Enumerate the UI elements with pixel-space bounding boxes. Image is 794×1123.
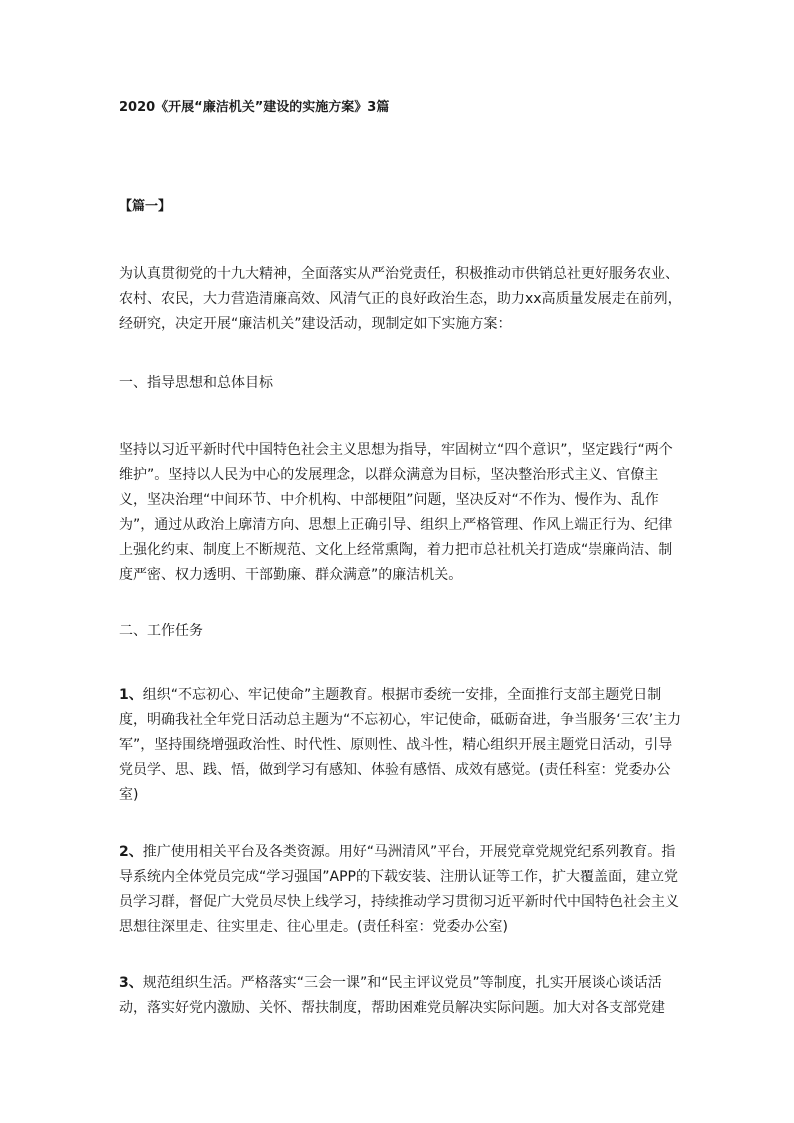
task-item-3 [119,971,685,1021]
task-item-3-text: 规范组织生活。严格落实“三会一课”和“民主评议党员”等制度，扎实开展谈心谈话活动，落实好党内激励、关怀、帮扶制度，帮助困难党员解决实际问题。加大对各支部党建 [119,975,665,1016]
task-item-2-number: 2、 [119,844,143,860]
task-item-1 [119,683,685,808]
paragraph-guiding-ideology: 坚持以习近平新时代中国特色社会主义思想为指导，牢固树立“四个意识”，坚定践行“两个维护”。坚持以人民为中心的发展理念，以群众满意为目标，坚决整治形式主义、官僚主义，坚决治理“中间环节、中介机构、中部梗阻”问题，坚决反对“不作为、慢作为、乱作为”，通过从政治上廓清方向、思想上正确引导、组织上严格管理、作风上端正行为、纪律上强化约束、制度上不断规范、文化上经常熏陶，着力把市总社机关打造成“崇廉尚洁、制度严密、权力透明、干部勤廉、群众满意”的廉洁机关。 [119,442,673,583]
section-mark: 【篇一】 [119,199,172,214]
task-item-2 [119,840,685,940]
intro-paragraph: 为认真贯彻党的十九大精神，全面落实从严治党责任，积极推动市供销总社更好服务农业、农村、农民，大力营造清廉高效、风清气正的良好政治生态，助力xx高质量发展走在前列，经研究，决定开展“廉洁机关”建设活动，现制定如下实施方案： [119,266,682,332]
task-item-2-text: 推广使用相关平台及各类资源。用好“马洲清风”平台，开展党章党规党纪系列教育。指导系统内全体党员完成“学习强国”APP的下载安装、注册认证等工作，扩大覆盖面，建立党员学习群，督促广大党员尽快上线学习，持续推动学习贯彻习近平新时代中国特色社会主义思想往深里走、往实里走、往心里走。(责任科室：党委办公室) [119,844,679,935]
document-title: 2020《开展“廉洁机关”建设的实施方案》3篇 [119,100,390,115]
task-item-1-text: 组织“不忘初心、牢记使命”主题教育。根据市委统一安排，全面推行支部主题党日制度，明确我社全年党日活动总主题为“不忘初心，牢记使命，砥砺奋进，争当服务‘三农’主力军”，坚持围绕增强政治性、时代性、原则性、战斗性，精心组织开展主题党日活动，引导党员学、思、践、悟，做到学习有感知、体验有感悟、成效有感觉。(责任科室：党委办公室) [119,687,682,803]
task-item-3-number: 3、 [119,975,143,991]
task-item-1-number: 1、 [119,687,143,703]
heading-work-tasks: 二、工作任务 [119,623,203,639]
heading-guiding-ideology: 一、指导思想和总体目标 [119,375,273,391]
